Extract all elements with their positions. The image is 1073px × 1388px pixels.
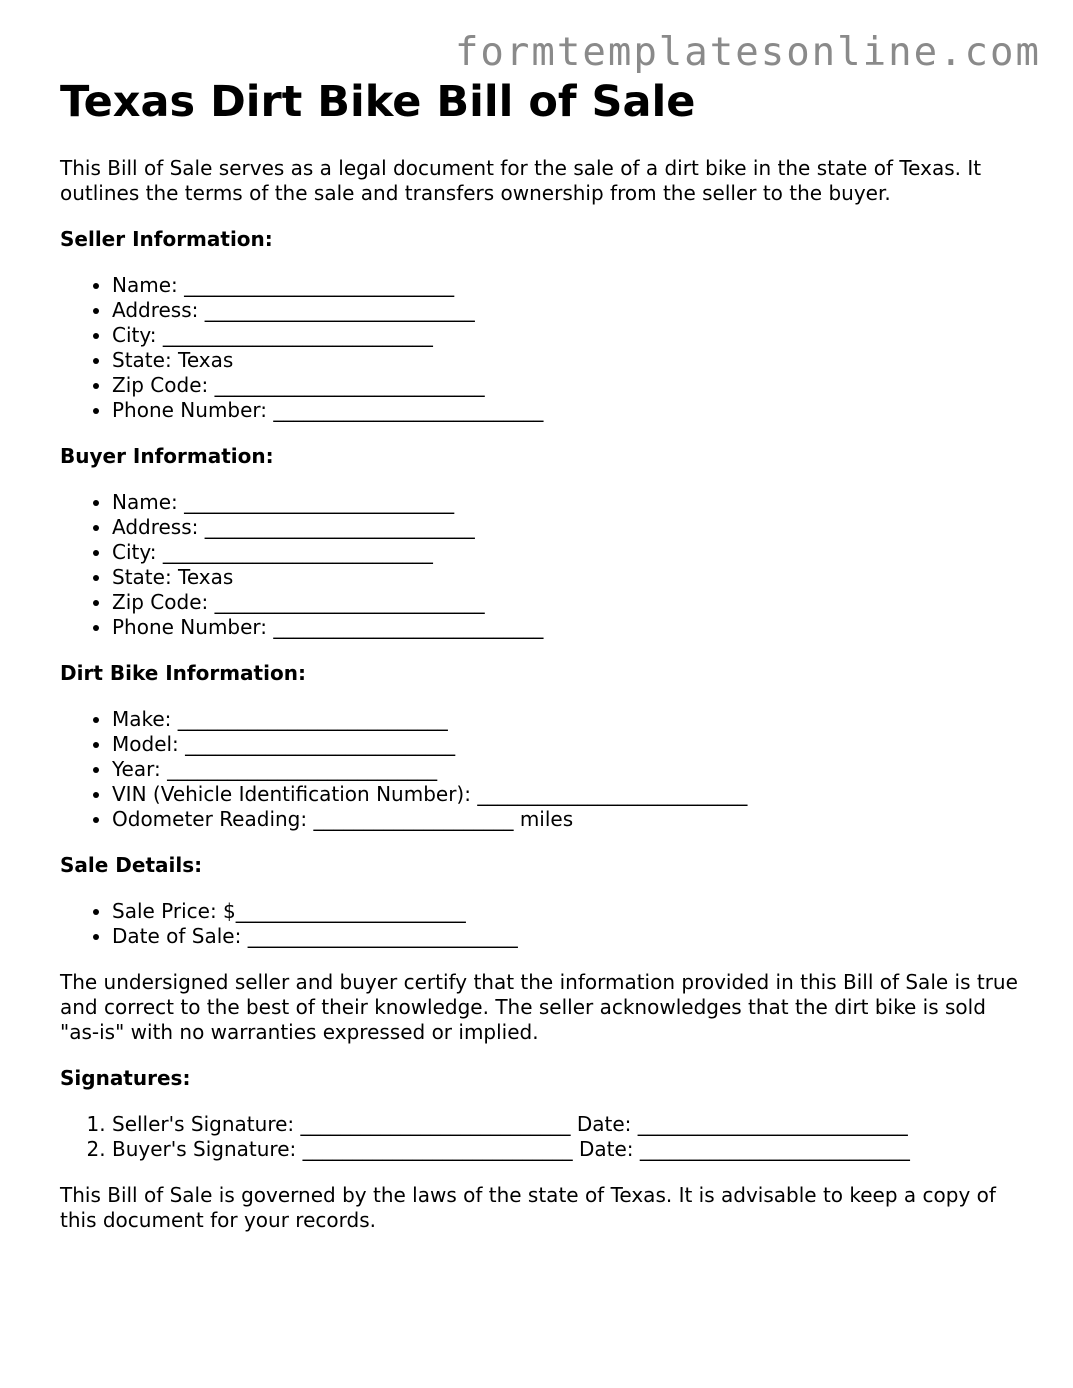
- intro-paragraph: This Bill of Sale serves as a legal document for the sale of a dirt bike in the state of Texas. It outlines the terms of the sale and transfers ownership from the seller to the buyer.: [60, 156, 982, 205]
- bike-info-list: [60, 707, 1020, 832]
- buyer-address-field: • Address: ___________________________: [112, 515, 1020, 540]
- seller-zip-field: • Zip Code: ___________________________: [112, 373, 1020, 398]
- bike-section-title: Dirt Bike Information:: [60, 661, 306, 685]
- bike-make-field: • Make: ___________________________: [112, 707, 1020, 732]
- sale-details-list: [60, 899, 1020, 949]
- buyer-zip-field: • Zip Code: ___________________________: [112, 590, 1020, 615]
- seller-address-field: • Address: ___________________________: [112, 298, 1020, 323]
- buyer-signature-line: 2. Buyer's Signature: ___________________________ Date: ___________________________: [112, 1137, 1020, 1162]
- watermark: formtemplatesonline.com: [454, 30, 1041, 75]
- document-body: [60, 78, 1020, 1233]
- buyer-phone-field: • Phone Number: ___________________________: [112, 615, 1020, 640]
- signatures-list: [60, 1112, 1020, 1162]
- bike-model-field: • Model: ___________________________: [112, 732, 1020, 757]
- seller-name-field: • Name: ___________________________: [112, 273, 1020, 298]
- sale-section-title: Sale Details:: [60, 853, 203, 877]
- buyer-section-title: Buyer Information:: [60, 444, 274, 468]
- certification-paragraph: The undersigned seller and buyer certify that the information provided in this Bill of Sale is true and correct to the best of their knowledge. The seller acknowledges that the dirt bike is sold "as-is" with no warranties expressed or implied.: [60, 970, 1018, 1044]
- bike-year-field: • Year: ___________________________: [112, 757, 1020, 782]
- seller-signature-line: 1. Seller's Signature: ___________________________ Date: ___________________________: [112, 1112, 1020, 1137]
- buyer-state-field: • State: Texas: [112, 565, 1020, 590]
- seller-phone-field: • Phone Number: ___________________________: [112, 398, 1020, 423]
- bike-odometer-field: • Odometer Reading: ____________________ miles: [112, 807, 1020, 832]
- buyer-name-field: • Name: ___________________________: [112, 490, 1020, 515]
- page-title: Texas Dirt Bike Bill of Sale: [60, 77, 696, 127]
- seller-state-field: • State: Texas: [112, 348, 1020, 373]
- bike-vin-field: • VIN (Vehicle Identification Number): ___________________________: [112, 782, 1020, 807]
- buyer-info-list: [60, 490, 1020, 640]
- sale-price-field: • Sale Price: $_______________________: [112, 899, 1020, 924]
- sale-date-field: • Date of Sale: ___________________________: [112, 924, 1020, 949]
- buyer-city-field: • City: ___________________________: [112, 540, 1020, 565]
- signatures-section-title: Signatures:: [60, 1066, 191, 1090]
- seller-info-list: [60, 273, 1020, 423]
- seller-city-field: • City: ___________________________: [112, 323, 1020, 348]
- closing-paragraph: This Bill of Sale is governed by the laws of the state of Texas. It is advisable to keep a copy of this document for your records.: [60, 1183, 996, 1232]
- seller-section-title: Seller Information:: [60, 227, 273, 251]
